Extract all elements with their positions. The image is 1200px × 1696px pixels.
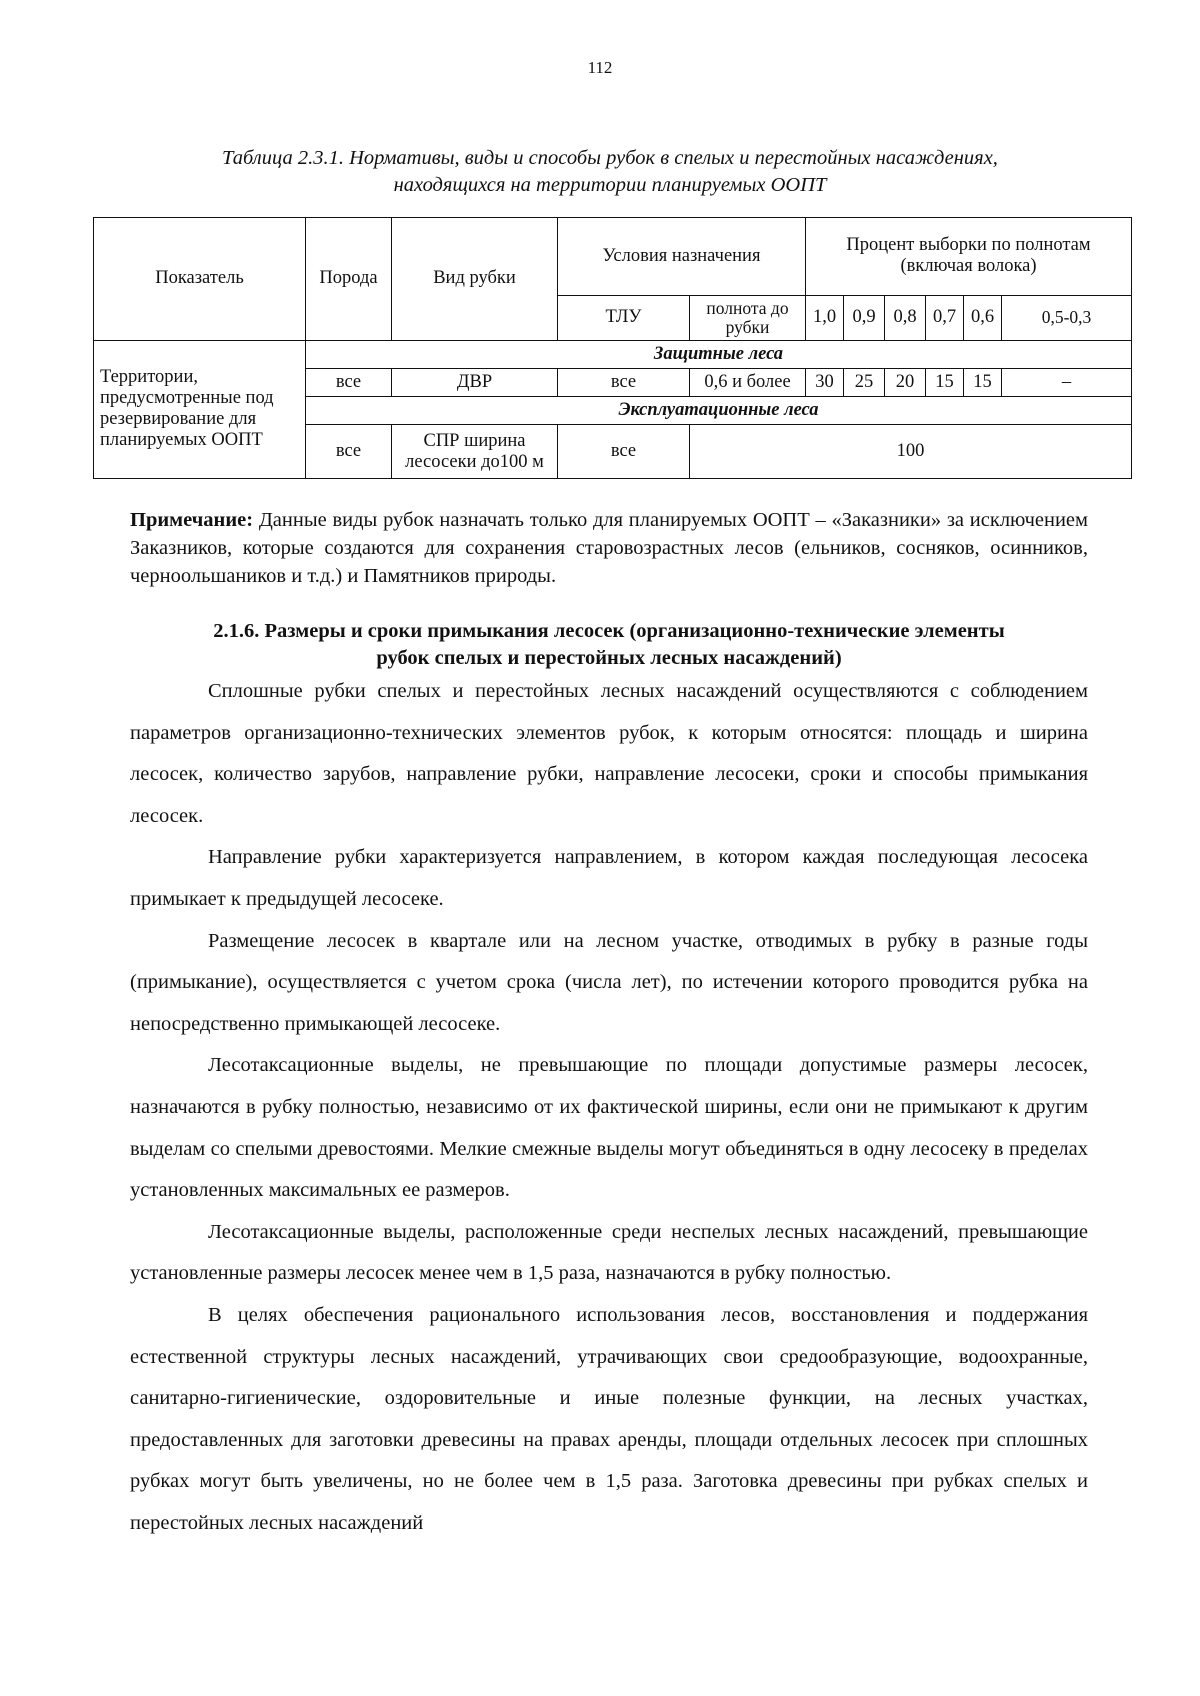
paragraph: Размещение лесосек в квартале или на лесном участке, отводимых в рубку в разные годы (примыкание), осуществляется с учетом срока (числа лет), по истечении которого проводится рубка на непосредственно примыкающей лесосеке. <box>130 929 1088 1035</box>
indicator-territories: Территории, предусмотренные под резервирование для планируемых ООПТ <box>94 340 306 478</box>
header-selection-percent: Процент выборки по полнотам (включая волока) <box>806 218 1132 296</box>
cell-density: 0,6 и более <box>690 368 806 396</box>
table-caption-line-2: находящихся на территории планируемых ООПТ <box>393 174 827 196</box>
cell-cut-type: ДВР <box>392 368 558 396</box>
paragraph: Лесотаксационные выделы, не превышающие по площади допустимые размеры лесосек, назначаются в рубку полностью, независимо от их фактической ширины, если они не примыкают к другим выделам со спелыми древостоями. Мелкие смежные выделы могут объединяться в одну лесосеку в пределах установленных максимальных ее размеров. <box>130 1054 1088 1202</box>
section-heading-line-2: рубок спелых и перестойных лесных насаждений) <box>376 647 842 669</box>
header-density-col: 0,9 <box>844 295 885 340</box>
header-density-col: 0,5-0,3 <box>1002 295 1132 340</box>
protective-forests-label: Защитные леса <box>306 340 1132 368</box>
header-conditions: Условия назначения <box>558 218 806 296</box>
page-number: 112 <box>587 58 613 77</box>
cell-percent: – <box>1002 368 1132 396</box>
header-density-before-cut: полнота до рубки <box>690 295 806 340</box>
cell-percent: 30 <box>806 368 844 396</box>
table-caption-line-1: Таблица 2.3.1. Нормативы, виды и способы рубок в спелых и перестойных насаждениях, <box>222 147 998 169</box>
cell-cut-type: СПР ширина лесосеки до100 м <box>392 425 558 479</box>
cell-tlu: все <box>558 425 690 479</box>
header-density-col: 0,6 <box>964 295 1002 340</box>
cell-species: все <box>306 368 392 396</box>
table-caption <box>140 145 1080 199</box>
cell-percent: 20 <box>885 368 926 396</box>
cell-species: все <box>306 425 392 479</box>
header-species: Порода <box>306 218 392 341</box>
table-note <box>130 506 1088 590</box>
cell-percent: 15 <box>964 368 1002 396</box>
paragraph: Сплошные рубки спелых и перестойных лесных насаждений осуществляются с соблюдением параметров организационно-технических элементов рубок, к которым относятся: площадь и ширина лесосек, количество зарубов, направление рубки, направление лесосеки, сроки и способы примыкания лесосек. <box>130 680 1088 827</box>
section-heading <box>130 618 1088 672</box>
cell-percent: 25 <box>844 368 885 396</box>
body-text <box>130 671 1088 1544</box>
paragraph: В целях обеспечения рационального использования лесов, восстановления и поддержания естественной структуры лесных насаждений, утрачивающих свои средообразующие, водоохранные, санитарно-гигиенические, оздоровительные и иные полезные функции, на лесных участках, предоставленных для заготовки древесины на правах аренды, площади отдельных лесосек при сплошных рубках могут быть увеличены, но не более чем в 1,5 раза. Заготовка древесины при рубках спелых и перестойных лесных насаждений <box>130 1303 1088 1534</box>
header-tlu: ТЛУ <box>558 295 690 340</box>
section-heading-line-1: 2.1.6. Размеры и сроки примыкания лесосек (организационно-технические элементы <box>213 620 1005 642</box>
cell-percent-merged: 100 <box>690 425 1132 479</box>
note-label: Примечание: <box>130 509 254 531</box>
header-indicator: Показатель <box>94 218 306 341</box>
header-density-col: 1,0 <box>806 295 844 340</box>
norms-table <box>93 217 1132 479</box>
header-density-col: 0,7 <box>926 295 964 340</box>
paragraph: Направление рубки характеризуется направлением, в котором каждая последующая лесосека примыкает к предыдущей лесосеке. <box>130 846 1088 910</box>
header-cut-type: Вид рубки <box>392 218 558 341</box>
cell-percent: 15 <box>926 368 964 396</box>
exploitation-forests-label: Эксплуатационные леса <box>306 397 1132 425</box>
cell-tlu: все <box>558 368 690 396</box>
paragraph: Лесотаксационные выделы, расположенные среди неспелых лесных насаждений, превышающие установленные размеры лесосек менее чем в 1,5 раза, назначаются в рубку полностью. <box>130 1220 1088 1285</box>
note-text: Данные виды рубок назначать только для планируемых ООПТ – «Заказники» за исключением Заказников, которые создаются для сохранения старовозрастных лесов (ельников, сосняков, осинников, черноольшаников и т.д.) и Памятников природы. <box>130 509 1088 587</box>
header-density-col: 0,8 <box>885 295 926 340</box>
